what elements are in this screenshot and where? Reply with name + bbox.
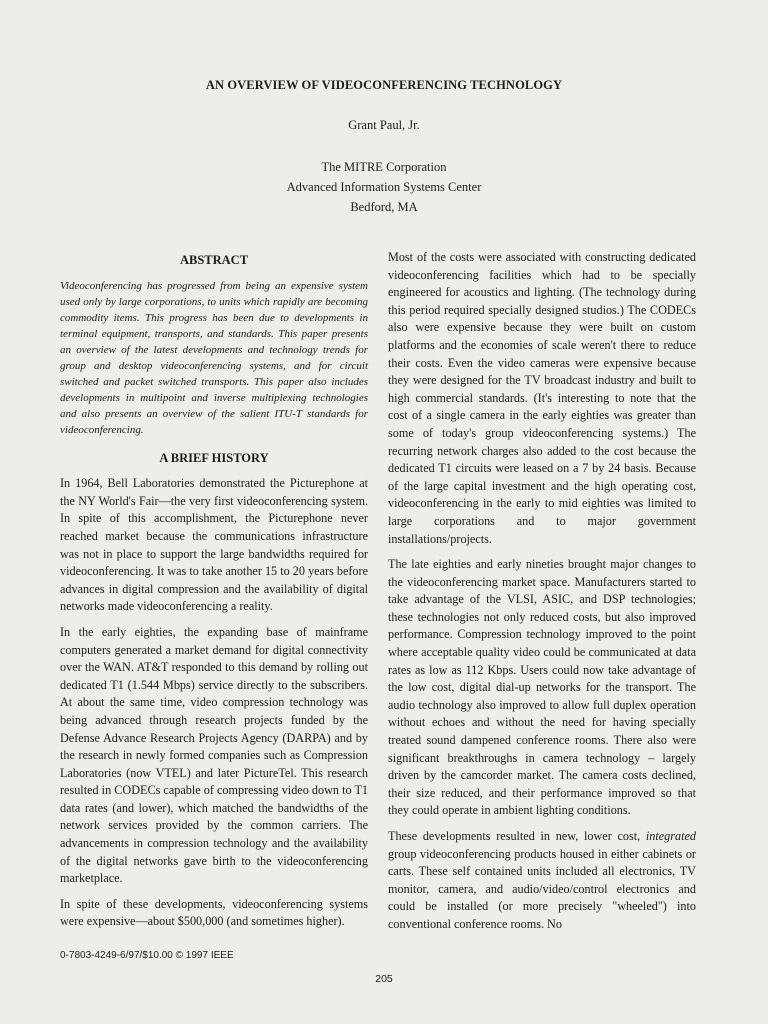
affiliation-location: Bedford, MA — [350, 200, 418, 214]
copyright-footer: 0-7803-4249-6/97/$10.00 © 1997 IEEE — [60, 950, 234, 961]
affiliation-organization: The MITRE Corporation — [321, 160, 447, 174]
abstract-heading: ABSTRACT — [179, 253, 249, 267]
history-paragraph: In 1964, Bell Laboratories demonstrated the Picturephone at the NY World's Fair—the very first videoconferencing system. In spite of this accomplishment, the Picturephone never reached market because the communications infrastructure was not in place to support the large bandwidths required for videoconferencing. It was to take another 15 to 20 years before advances in digital compression and the availability of digital networks made videoconferencing a reality. — [60, 476, 368, 614]
text-run: These developments resulted in new, lower cost, — [388, 829, 646, 843]
affiliation-center: Advanced Information Systems Center — [286, 180, 482, 194]
history-paragraph-integrated — [388, 828, 696, 934]
paper-title: AN OVERVIEW OF VIDEOCONFERENCING TECHNOLOGY — [205, 78, 563, 92]
abstract-text: Videoconferencing has progressed from being an expensive system used only by large corporations, to units which rapidly are becoming commodity items. This progress has been due to developments in terminal equipment, transports, and standards. This paper presents an overview of the latest developments and technology trends for group and desktop videoconferencing systems, and for circuit switched and packet switched transports. This paper also includes developments in multipoint and inverse multiplexing technologies and also presents an overview of the salient ITU-T standards for videoconferencing. — [60, 279, 368, 436]
history-paragraph: The late eighties and early nineties brought major changes to the videoconferencing market space. Manufacturers started to take advantage of the VLSI, ASIC, and DSP technologies; these technologies not only reduced costs, but also improved performance. Compression technology improved to the point where acceptable quality video could be communicated at data rates as low as 112 Kbps. Users could now take advantage of the low cost, digital dial-up networks for the transport. The audio technology also improved to allow full duplex operation without echoes and without the need for having specially treated sound dampened conference rooms. There also were significant breakthroughs in camera technology – largely driven by the camcorder market. The camera costs declined, their size reduced, and their performance improved so that they could operate in ambient lighting conditions. — [388, 557, 696, 818]
page-number: 205 — [375, 973, 393, 985]
history-paragraph: In spite of these developments, videoconferencing systems were expensive—about $500,000 (and sometimes higher). — [60, 896, 368, 929]
author-affiliation — [0, 157, 768, 217]
history-paragraph: Most of the costs were associated with constructing dedicated videoconferencing facilities which had to be specially engineered for acoustics and lighting. (The technology during this period required specially designed studios.) The CODECs also were expensive because they were built on custom platforms and the economies of scale weren't there to reduce their costs. Even the video cameras were expensive because they were designed for the TV broadcast industry and built to high commercial standards. (It's interesting to note that the cost of a single camera in the early eighties was greater than some of today's group videoconferencing systems.) The recurring network charges also added to the cost because the dedicated T1 circuits were leased on a 7 by 24 basis. Because of the large capital investment and the high operating cost, videoconferencing in the early to mid eighties was limited to large corporations and to major government installations/projects. — [388, 250, 696, 546]
text-run: group videoconferencing products housed in either cabinets or carts. These self contained units included all electronics, TV monitor, camera, and audio/video/control electronics and could be installed (or more precisely "wheeled") into conventional conference rooms. No — [388, 846, 696, 931]
history-paragraph: In the early eighties, the expanding base of mainframe computers generated a market demand for digital connectivity over the WAN. AT&T responded to this demand by rolling out dedicated T1 (1.544 Mbps) service directly to the subscribers. At about the same time, video compression technology was being advanced through research projects funded by the Defense Advance Research Projects Agency (DARPA) and by the research in newly formed companies such as Compression Laboratories (now VTEL) and later PictureTel. This research resulted in CODECs capable of compressing video down to T1 data rates (and lower), which matched the bandwidths of the network services provided by the common carriers. The advancements in compression technology and the availability of the digital networks gave birth to the videoconferencing marketplace. — [60, 624, 368, 886]
emphasis-text: integrated — [645, 829, 696, 843]
right-column — [388, 249, 696, 942]
left-column — [60, 252, 368, 939]
author-name: Grant Paul, Jr. — [348, 118, 420, 132]
history-heading: A BRIEF HISTORY — [159, 450, 269, 465]
